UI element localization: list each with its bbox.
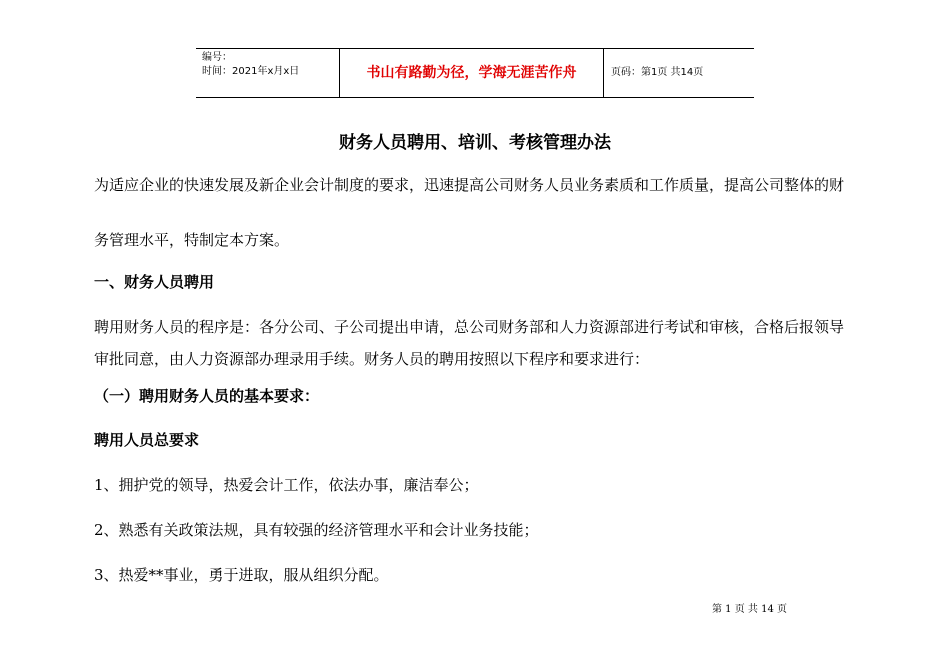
general-requirements-heading: 聘用人员总要求 [94, 431, 200, 449]
header-page-cell [604, 49, 754, 97]
hiring-paragraph-line-1: 聘用财务人员的程序是：各分公司、子公司提出申请，总公司财务部和人力资源部进行考试和审核，合格后报领导 [94, 318, 845, 336]
intro-line-1: 为适应企业的快速发展及新企业会计制度的要求，迅速提高公司财务人员业务素质和工作质量，提高公司整体的财 [94, 176, 845, 194]
page-title: 财务人员聘用、培训、考核管理办法 [339, 133, 611, 153]
document-number-label: 编号： [202, 52, 232, 63]
header-info-cell [196, 49, 339, 97]
header-motto-cell [339, 49, 604, 97]
section-heading-hiring: 一、财务人员聘用 [94, 273, 215, 291]
document-header [196, 48, 754, 98]
requirement-item-2: 2、熟悉有关政策法规，具有较强的经济管理水平和会计业务技能； [94, 521, 539, 539]
subsection-heading-basic-requirements: （一）聘用财务人员的基本要求： [94, 387, 320, 405]
hiring-paragraph-line-2: 审批同意，由人力资源部办理录用手续。财务人员的聘用按照以下程序和要求进行： [94, 350, 650, 368]
requirement-item-1: 1、拥护党的领导，热爱会计工作，依法办事，廉洁奉公； [94, 476, 479, 494]
intro-line-2: 务管理水平，特制定本方案。 [94, 231, 290, 249]
header-motto: 书山有路勤为径，学海无涯苦作舟 [366, 65, 577, 81]
header-page-code: 页码：第1页 共14页 [611, 67, 704, 78]
document-time-label: 时间：2021年x月x日 [202, 66, 300, 77]
page-footer: 第 1 页 共 14 页 [712, 604, 787, 615]
requirement-item-3: 3、热爱**事业，勇于进取，服从组织分配。 [94, 566, 389, 584]
